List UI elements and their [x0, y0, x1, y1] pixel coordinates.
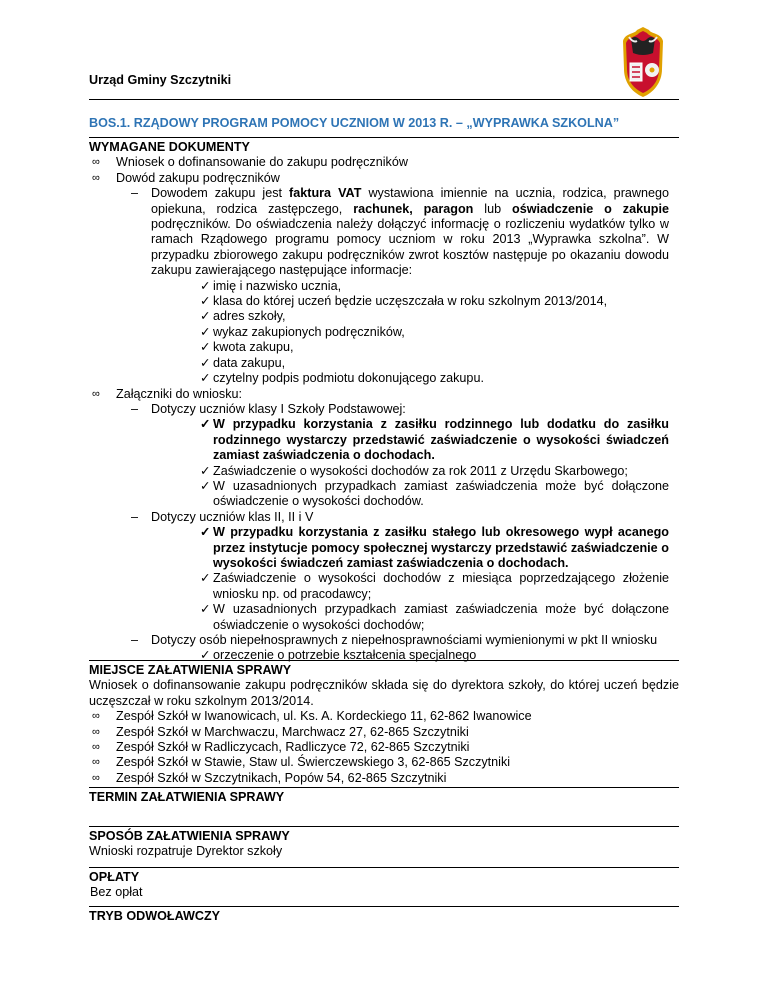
check-item: ✓ W uzasadnionych przypadkach zamiast zaświadczenia może być dołączone oświadczenie o wysokości dochodów; — [200, 602, 669, 632]
divider — [89, 660, 679, 661]
list-item: ∞ Wniosek o dofinansowanie do zakupu podręczników — [89, 155, 679, 170]
fees-section — [89, 870, 679, 901]
place-section — [89, 663, 679, 786]
office-name: Urząd Gminy Szczytniki — [89, 73, 232, 87]
check-item: ✓ W przypadku korzystania z zasiłku rodzinnego lub dodatku do zasiłku rodzinnego wystarczy przedstawić zaświadczenie o wysokości świadczeń zamiast zaświadczenia o dochodach. — [200, 417, 669, 463]
coat-of-arms-icon — [615, 25, 671, 99]
checkmark-icon: ✓ — [200, 309, 211, 324]
section-heading: MIEJSCE ZAŁATWIENIA SPRAWY — [89, 663, 292, 677]
divider — [89, 906, 679, 907]
checkmark-icon: ✓ — [200, 340, 211, 355]
disabled-label: – Dotyczy osób niepełnosprawnych z niepełnosprawnościami wymienionymi w pkt II wniosku — [89, 633, 679, 648]
checkmark-icon: ✓ — [200, 371, 211, 386]
list-item: ∞ Załączniki do wniosku: — [89, 387, 679, 402]
section-heading: OPŁATY — [89, 870, 140, 884]
check-item: ✓ kwota zakupu, — [200, 340, 294, 355]
grade1-label: – Dotyczy uczniów klasy I Szkoły Podstawowej: — [89, 402, 679, 417]
check-item: ✓ klasa do której uczeń będzie uczęszczała w roku szkolnym 2013/2014, — [200, 294, 608, 309]
deadline-section — [89, 790, 679, 805]
section-heading: SPOSÓB ZAŁATWIENIA SPRAWY — [89, 829, 290, 843]
school-item: ∞ Zespół Szkół w Szczytnikach, Popów 54, 62-865 Szczytniki — [89, 771, 679, 786]
method-text: Wnioski rozpatruje Dyrektor szkoły — [89, 844, 283, 859]
section-heading: TERMIN ZAŁATWIENIA SPRAWY — [89, 790, 285, 804]
checkmark-icon: ✓ — [200, 602, 211, 617]
school-item: ∞ Zespół Szkół w Iwanowicach, ul. Ks. A. Kordeckiego 11, 62-862 Iwanowice — [89, 709, 679, 724]
checkmark-icon: ✓ — [200, 571, 211, 586]
check-item: ✓ adres szkoły, — [200, 309, 286, 324]
check-item: ✓ W przypadku korzystania z zasiłku stałego lub okresowego wypł acanego przez instytucje pomocy społecznej wystarczy przedstawić zaświadczenie o wysokości świadczeń zamiast zaświadczenia o dochodach. — [200, 525, 669, 570]
required-documents-section — [89, 140, 679, 664]
fees-text: Bez opłat — [90, 885, 143, 900]
check-item: ✓ wykaz zakupionych podręczników, — [200, 324, 405, 339]
checkmark-icon: ✓ — [200, 324, 211, 339]
divider — [89, 867, 679, 868]
divider — [89, 826, 679, 827]
checkmark-icon: ✓ — [200, 648, 211, 663]
list-item: ∞ Dowód zakupu podręczników — [89, 171, 679, 186]
checkmark-icon: ✓ — [200, 294, 211, 309]
check-item: ✓ orzeczenie o potrzebie kształcenia specjalnego — [200, 648, 477, 663]
checkmark-icon: ✓ — [200, 478, 211, 493]
section-heading: TRYB ODWOŁAWCZY — [89, 909, 221, 923]
page-title: BOS.1. RZĄDOWY PROGRAM POMOCY UCZNIOM W 2013 R. – „WYPRAWKA SZKOLNA” — [89, 116, 620, 130]
check-item: ✓ czytelny podpis podmiotu dokonującego zakupu. — [200, 371, 484, 386]
divider — [89, 787, 679, 788]
check-item: ✓ data zakupu, — [200, 355, 286, 370]
appeal-section — [89, 909, 679, 924]
place-intro: Wniosek o dofinansowanie zakupu podręczników składa się do dyrektora szkoły, do której uczeń będzie uczęszczał w roku szkolnym 2013/2014. — [89, 678, 679, 708]
checkmark-icon: ✓ — [200, 463, 211, 478]
school-item: ∞ Zespół Szkół w Radliczycach, Radliczyce 72, 62-865 Szczytniki — [89, 740, 679, 755]
check-item: ✓ W uzasadnionych przypadkach zamiast zaświadczenia może być dołączone oświadczenie o wysokości dochodów. — [200, 478, 669, 509]
check-item: ✓ Zaświadczenie o wysokości dochodów z miesiąca poprzedzającego złożenie wniosku np. od pracodawcy; — [200, 571, 669, 601]
divider — [89, 137, 679, 138]
method-section — [89, 829, 679, 860]
checkmark-icon: ✓ — [200, 278, 211, 293]
section-heading: WYMAGANE DOKUMENTY — [89, 140, 250, 154]
school-item: ∞ Zespół Szkół w Stawie, Staw ul. Świerczewskiego 3, 62-865 Szczytniki — [89, 755, 679, 770]
school-item: ∞ Zespół Szkół w Marchwaczu, Marchwacz 27, 62-865 Szczytniki — [89, 725, 679, 740]
checkmark-icon: ✓ — [200, 417, 211, 432]
check-item: ✓ Zaświadczenie o wysokości dochodów za rok 2011 z Urzędu Skarbowego; — [200, 463, 628, 478]
checkmark-icon: ✓ — [200, 355, 211, 370]
checkmark-icon: ✓ — [200, 525, 211, 540]
grade2-label: – Dotyczy uczniów klas II, II i V — [89, 510, 679, 525]
check-item: ✓ imię i nazwisko ucznia, — [200, 278, 342, 293]
proof-description: – Dowodem zakupu jest faktura VAT wystawiona imiennie na ucznia, rodzica, prawnego opiekuna, rodzica zastępczego, rachunek, paragon lub oświadczenie o zakupie podręczników. Do oświadczenia należy dołączyć informację o rozliczeniu wydatków tylko w ramach Rządowego programu pomocy uczniom w roku 2013 „Wyprawka szkolna”. W przypadku zbiorowego zakupu podręczników zwrot kosztów następuje po okazaniu dowodu zakupu zawierającego następujące informacje: — [89, 186, 679, 278]
divider — [89, 99, 679, 100]
